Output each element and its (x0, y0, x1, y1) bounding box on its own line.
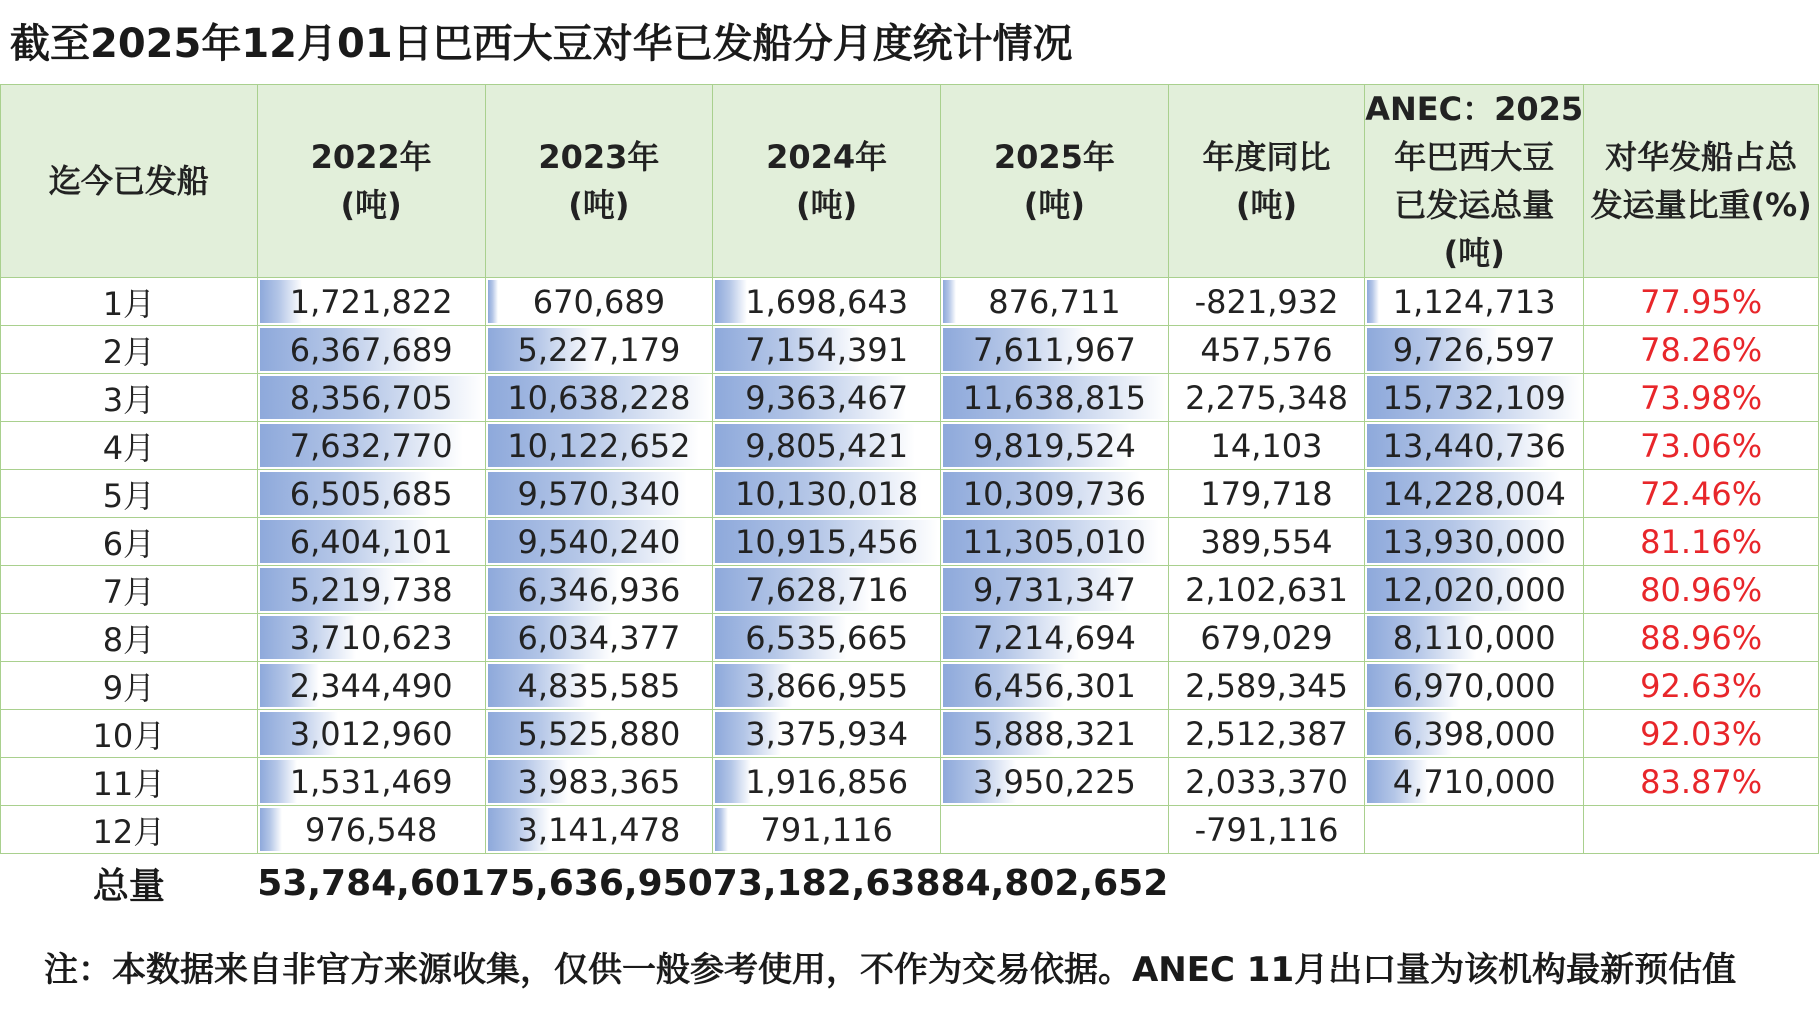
cell-text: 15,732,109 (1382, 378, 1566, 417)
table-row (1, 278, 1819, 326)
value-cell (713, 278, 941, 326)
cell-text: 3,012,960 (289, 714, 453, 753)
cell-text: 457,576 (1200, 330, 1333, 369)
cell-text: 1,721,822 (289, 282, 453, 321)
cell-text: 976,548 (304, 810, 438, 849)
cell-text: 10,638,228 (507, 378, 691, 417)
value-cell (713, 326, 941, 374)
value-cell (713, 470, 941, 518)
value-cell (485, 518, 713, 566)
value-cell (713, 422, 941, 470)
cell-text: 1,916,856 (745, 762, 909, 801)
cell-text: 14,228,004 (1382, 474, 1566, 513)
value-cell (1365, 710, 1584, 758)
cell-text: 10,309,736 (962, 474, 1146, 513)
cell-text: 92.63% (1640, 666, 1763, 705)
header-cell: 2023年 (吨) (485, 85, 713, 278)
cell-text: 72.46% (1640, 474, 1763, 513)
value-cell (1365, 518, 1584, 566)
value-cell (1168, 422, 1364, 470)
value-cell (485, 566, 713, 614)
cell-text: 5,525,880 (517, 714, 681, 753)
value-cell (1168, 470, 1364, 518)
month-cell: 7月 (1, 566, 258, 614)
month-cell: 1月 (1, 278, 258, 326)
share-cell (1584, 662, 1819, 710)
cell-text: 5,227,179 (517, 330, 681, 369)
value-cell (1365, 566, 1584, 614)
header-cell: 2024年 (吨) (713, 85, 941, 278)
share-cell (1584, 758, 1819, 806)
share-cell (1584, 374, 1819, 422)
value-cell (257, 278, 485, 326)
cell-text: 78.26% (1640, 330, 1763, 369)
month-cell: 11月 (1, 758, 258, 806)
table-row (1, 710, 1819, 758)
month-cell: 6月 (1, 518, 258, 566)
cell-text: 179,718 (1200, 474, 1333, 513)
cell-text: 6,505,685 (289, 474, 453, 513)
cell-text: 3,983,365 (517, 762, 681, 801)
cell-text: 6,970,000 (1392, 666, 1556, 705)
cell-text: 3,710,623 (289, 618, 453, 657)
value-cell (713, 374, 941, 422)
value-cell (257, 614, 485, 662)
value-cell (1168, 326, 1364, 374)
share-cell (1584, 326, 1819, 374)
cell-text: 876,711 (988, 282, 1121, 321)
value-cell (941, 662, 1169, 710)
value-cell (713, 566, 941, 614)
cell-text: 3,375,934 (745, 714, 909, 753)
value-cell (941, 566, 1169, 614)
value-cell (1365, 806, 1584, 854)
cell-text: 5,219,738 (289, 570, 453, 609)
share-cell (1584, 710, 1819, 758)
value-cell (257, 710, 485, 758)
value-cell (713, 662, 941, 710)
cell-text: 6,398,000 (1392, 714, 1556, 753)
header-cell: ANEC：2025 年巴西大豆 已发运总量 (吨) (1365, 85, 1584, 278)
cell-text: -821,932 (1194, 282, 1339, 321)
table-row (1, 422, 1819, 470)
value-cell (257, 662, 485, 710)
share-cell (1584, 422, 1819, 470)
value-cell (1168, 566, 1364, 614)
data-bar (488, 280, 498, 323)
value-cell (1168, 662, 1364, 710)
table-row (1, 518, 1819, 566)
cell-text: 88.96% (1640, 618, 1763, 657)
table-row (1, 470, 1819, 518)
cell-text: 80.96% (1640, 570, 1763, 609)
value-cell (941, 326, 1169, 374)
data-bar (1367, 280, 1379, 323)
value-cell (257, 470, 485, 518)
cell-text: 670,689 (532, 282, 666, 321)
cell-text: 6,456,301 (972, 666, 1136, 705)
data-bar (715, 280, 746, 323)
value-cell (1365, 422, 1584, 470)
share-cell (1584, 806, 1819, 854)
cell-text: 7,214,694 (972, 618, 1136, 657)
header-cell: 年度同比 (吨) (1168, 85, 1364, 278)
value-cell (485, 326, 713, 374)
month-cell: 5月 (1, 470, 258, 518)
value-cell (1168, 710, 1364, 758)
header-cell: 2022年 (吨) (257, 85, 485, 278)
footnote: 注：本数据来自非官方来源收集，仅供一般参考使用，不作为交易依据。ANEC 11月出口量为该机构最新预估值 (44, 950, 1737, 990)
value-cell (1365, 662, 1584, 710)
value-cell (1168, 758, 1364, 806)
cell-text: 3,950,225 (972, 762, 1136, 801)
share-cell (1584, 614, 1819, 662)
cell-text: 6,367,689 (289, 330, 453, 369)
header-cell: 迄今已发船 (1, 85, 258, 278)
cell-text: 9,570,340 (517, 474, 681, 513)
value-cell (1365, 758, 1584, 806)
value-cell (485, 422, 713, 470)
cell-text: 73.06% (1640, 426, 1763, 465)
cell-text: 679,029 (1200, 618, 1333, 657)
cell-text: 9,819,524 (972, 426, 1136, 465)
value-cell (1168, 806, 1364, 854)
data-bar (943, 280, 956, 323)
value-cell (1168, 518, 1364, 566)
cell-text: 8,110,000 (1392, 618, 1556, 657)
cell-text: 9,726,597 (1392, 330, 1556, 369)
cell-text: 9,731,347 (972, 570, 1136, 609)
value-cell (941, 470, 1169, 518)
cell-text: 14,103 (1210, 426, 1323, 465)
value-cell (257, 758, 485, 806)
cell-text: 11,638,815 (962, 378, 1146, 417)
cell-text: 13,440,736 (1382, 426, 1566, 465)
value-cell (257, 518, 485, 566)
cell-text: 5,888,321 (972, 714, 1136, 753)
cell-text: 10,122,652 (507, 426, 691, 465)
share-cell (1584, 518, 1819, 566)
table-row (1, 374, 1819, 422)
value-cell (941, 806, 1169, 854)
total-row (1, 854, 1819, 913)
value-cell (941, 614, 1169, 662)
cell-text: 9,805,421 (745, 426, 909, 465)
cell-text: 10,130,018 (735, 474, 919, 513)
total-cell: 73,182,638 (712, 862, 941, 904)
total-cell: 75,636,950 (485, 862, 713, 904)
month-cell: 9月 (1, 662, 258, 710)
table-row (1, 614, 1819, 662)
cell-text: 2,344,490 (289, 666, 453, 705)
value-cell (485, 662, 713, 710)
value-cell (485, 614, 713, 662)
cell-text: 8,356,705 (289, 378, 453, 417)
total-cell (1365, 854, 1584, 913)
cell-text: 6,535,665 (745, 618, 909, 657)
value-cell (257, 566, 485, 614)
value-cell (1365, 374, 1584, 422)
cell-text: 2,102,631 (1185, 570, 1348, 609)
value-cell (1365, 614, 1584, 662)
cell-text: 73.98% (1640, 378, 1763, 417)
value-cell (485, 374, 713, 422)
cell-text: 7,632,770 (289, 426, 453, 465)
value-cell (941, 758, 1169, 806)
cell-text: 6,034,377 (517, 618, 681, 657)
total-cell: 84,802,652 (940, 862, 1169, 904)
value-cell (485, 758, 713, 806)
cell-text: 7,611,967 (972, 330, 1136, 369)
cell-text: 6,404,101 (289, 522, 453, 561)
value-cell (485, 806, 713, 854)
value-cell (1365, 278, 1584, 326)
shipment-table (0, 84, 1819, 912)
cell-text: 1,124,713 (1392, 282, 1556, 321)
month-cell: 2月 (1, 326, 258, 374)
data-bar (260, 808, 283, 851)
value-cell (713, 710, 941, 758)
value-cell (1168, 374, 1364, 422)
share-cell (1584, 566, 1819, 614)
share-cell (1584, 278, 1819, 326)
cell-text: 7,628,716 (745, 570, 909, 609)
cell-text: 3,141,478 (517, 810, 681, 849)
value-cell (941, 422, 1169, 470)
value-cell (485, 470, 713, 518)
cell-text: 4,835,585 (517, 666, 681, 705)
value-cell (941, 374, 1169, 422)
cell-text: 4,710,000 (1392, 762, 1556, 801)
cell-text: 791,116 (760, 810, 893, 849)
value-cell (257, 326, 485, 374)
cell-text: 81.16% (1640, 522, 1763, 561)
cell-text: -791,116 (1194, 810, 1339, 849)
table-row (1, 662, 1819, 710)
cell-text: 12,020,000 (1382, 570, 1566, 609)
data-bar (715, 808, 727, 851)
value-cell (713, 518, 941, 566)
value-cell (941, 710, 1169, 758)
value-cell (941, 278, 1169, 326)
month-cell: 8月 (1, 614, 258, 662)
cell-text: 7,154,391 (745, 330, 909, 369)
table-row (1, 566, 1819, 614)
value-cell (713, 758, 941, 806)
value-cell (941, 518, 1169, 566)
cell-text: 2,512,387 (1185, 714, 1348, 753)
total-label: 总量 (92, 865, 165, 907)
month-cell: 10月 (1, 710, 258, 758)
value-cell (1365, 470, 1584, 518)
cell-text: 1,698,643 (745, 282, 909, 321)
cell-text: 389,554 (1200, 522, 1333, 561)
cell-text: 2,589,345 (1185, 666, 1348, 705)
cell-text: 3,866,955 (745, 666, 909, 705)
value-cell (257, 422, 485, 470)
month-cell: 4月 (1, 422, 258, 470)
total-cell (1168, 854, 1364, 913)
cell-text: 2,275,348 (1185, 378, 1348, 417)
value-cell (257, 374, 485, 422)
cell-text: 10,915,456 (735, 522, 919, 561)
cell-text: 77.95% (1640, 282, 1763, 321)
value-cell (485, 278, 713, 326)
header-cell: 对华发船占总 发运量比重(%) (1584, 85, 1819, 278)
header-cell: 2025年 (吨) (941, 85, 1169, 278)
total-cell (1584, 854, 1819, 913)
value-cell (713, 806, 941, 854)
month-cell: 3月 (1, 374, 258, 422)
value-cell (257, 806, 485, 854)
header-row (1, 85, 1819, 278)
cell-text: 11,305,010 (962, 522, 1146, 561)
value-cell (713, 614, 941, 662)
cell-text: 92.03% (1640, 714, 1763, 753)
value-cell (1365, 326, 1584, 374)
month-cell: 12月 (1, 806, 258, 854)
value-cell (485, 710, 713, 758)
cell-text: 6,346,936 (517, 570, 681, 609)
page-title: 截至2025年12月01日巴西大豆对华已发船分月度统计情况 (10, 21, 1073, 67)
cell-text: 9,540,240 (517, 522, 681, 561)
value-cell (1168, 278, 1364, 326)
cell-text: 1,531,469 (289, 762, 453, 801)
cell-text: 13,930,000 (1382, 522, 1566, 561)
cell-text: 2,033,370 (1185, 762, 1348, 801)
table-row (1, 326, 1819, 374)
table-row (1, 806, 1819, 854)
table-row (1, 758, 1819, 806)
share-cell (1584, 470, 1819, 518)
value-cell (1168, 614, 1364, 662)
cell-text: 9,363,467 (745, 378, 909, 417)
cell-text: 83.87% (1640, 762, 1763, 801)
total-cell: 53,784,601 (257, 862, 486, 904)
